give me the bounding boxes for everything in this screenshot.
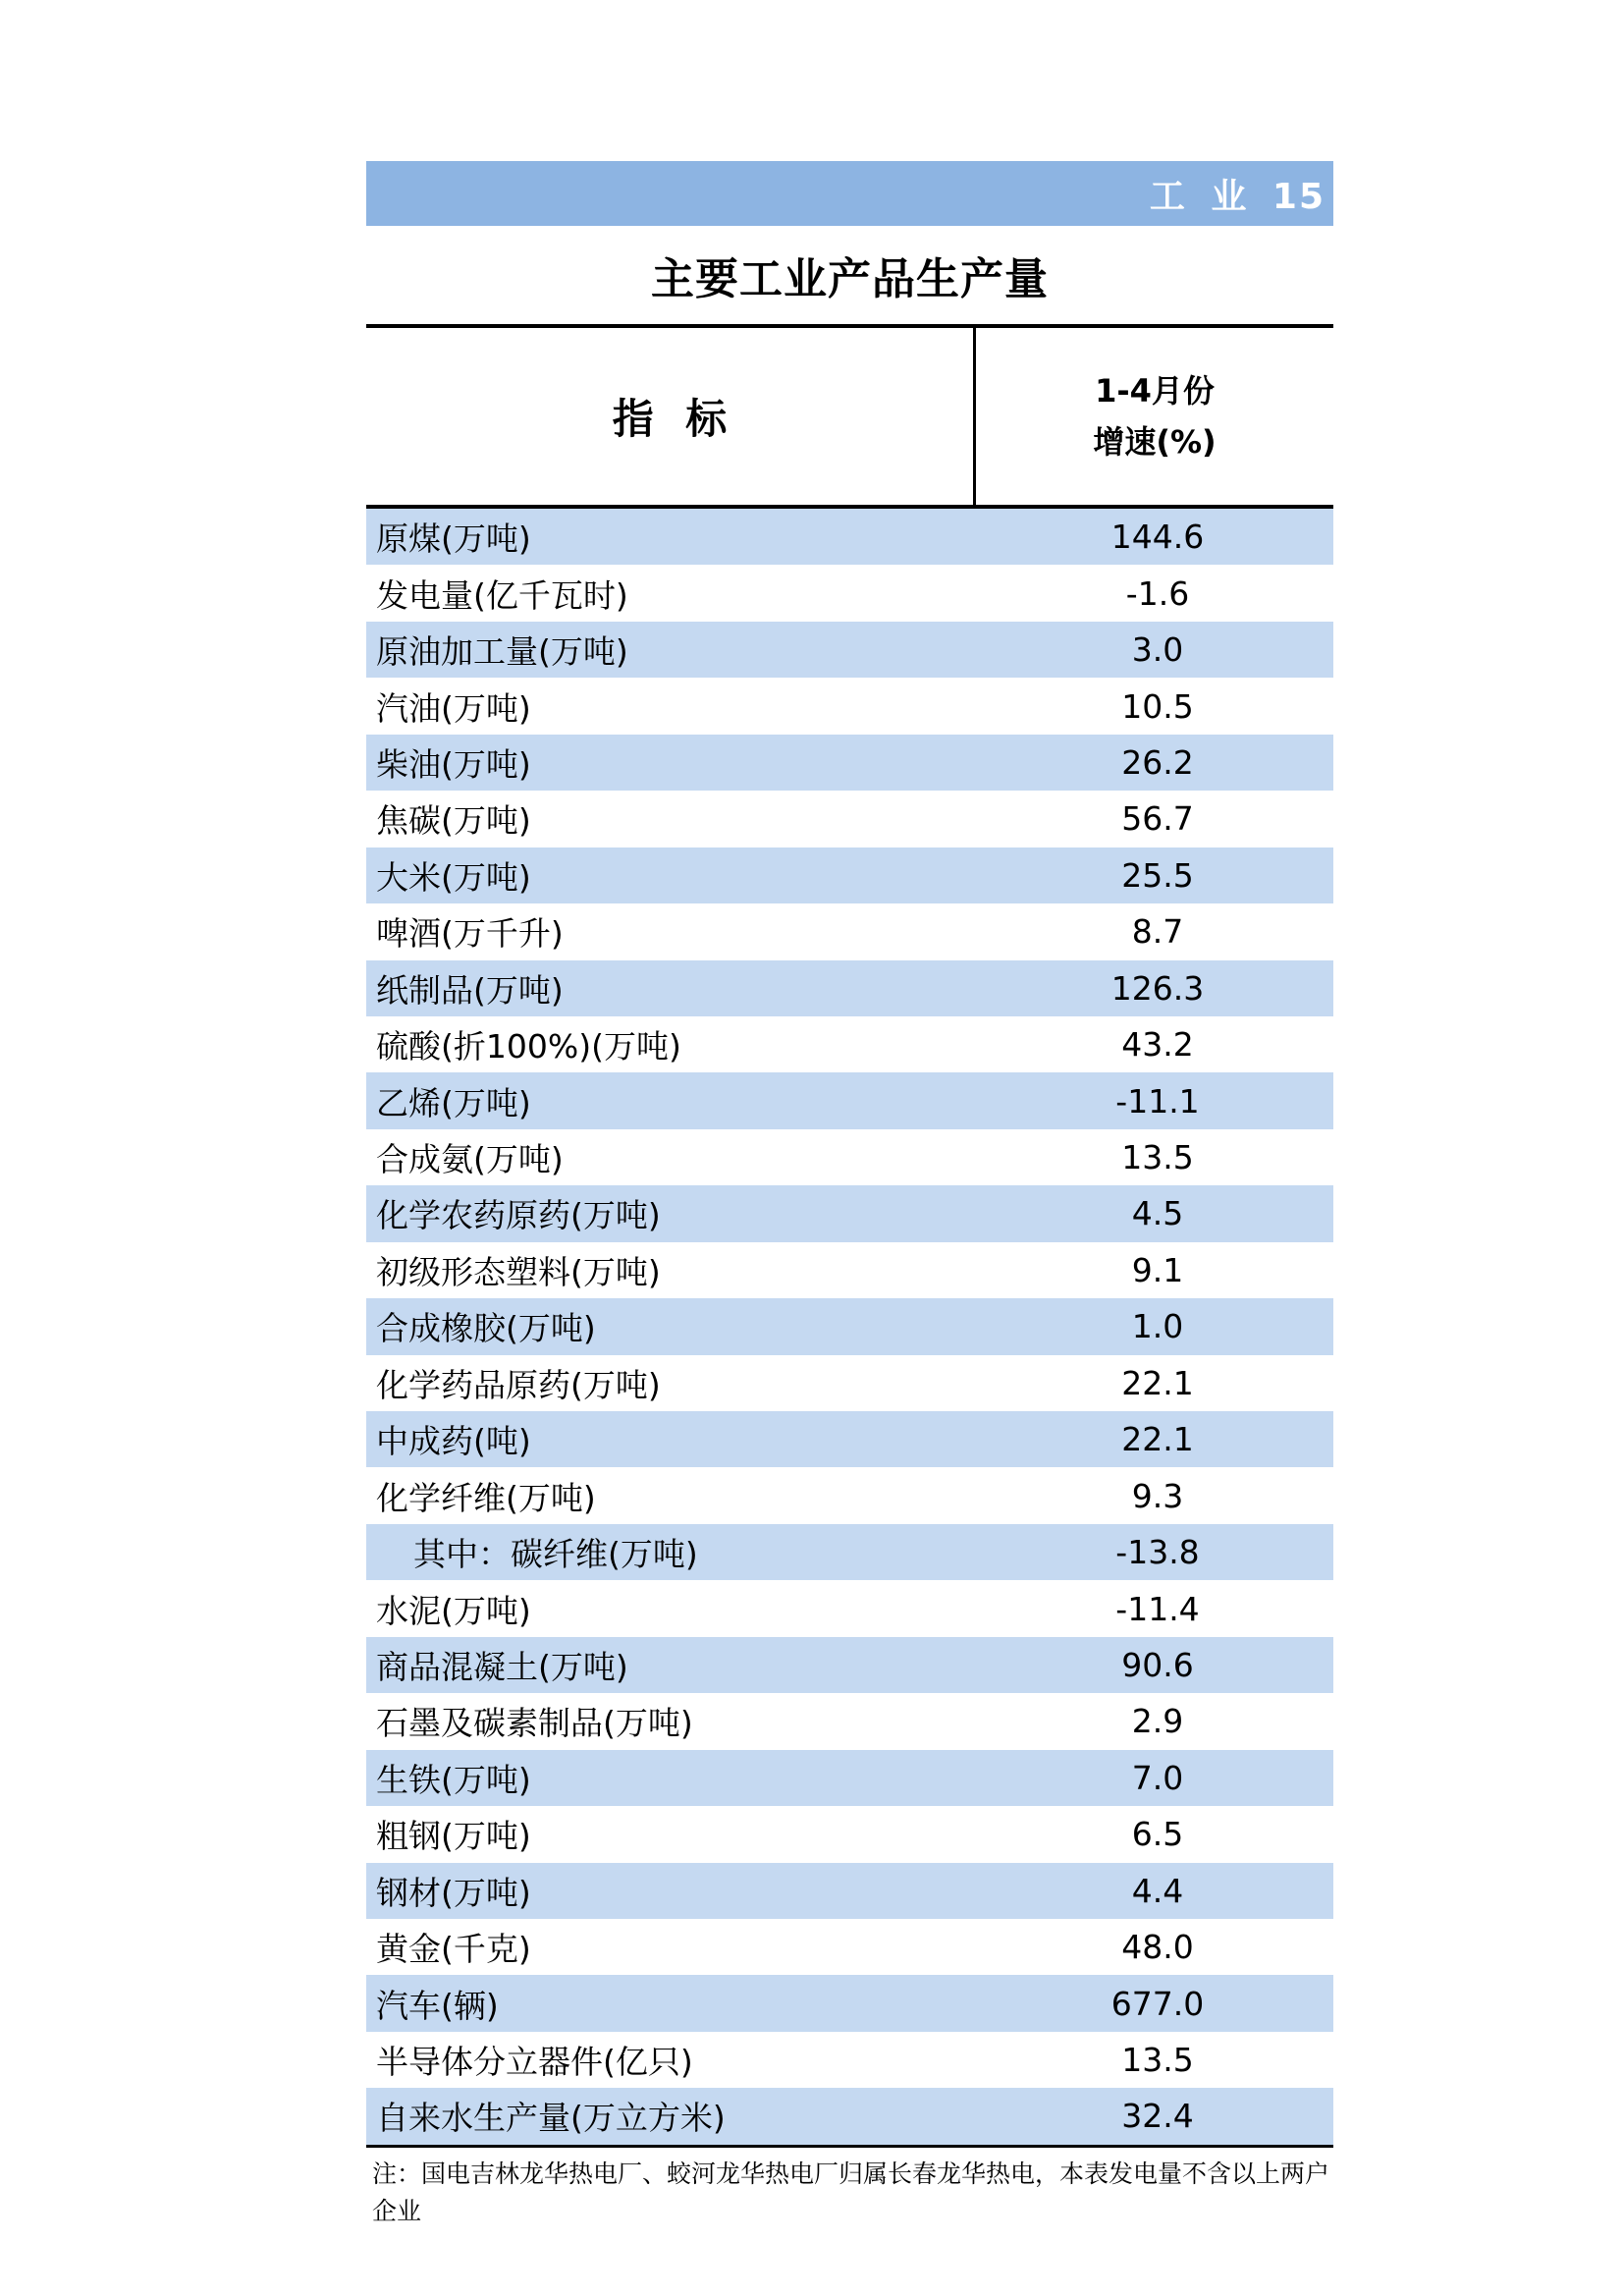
row-indicator-name: 大米(万吨)	[376, 857, 531, 897]
column-header-growth	[976, 328, 1333, 505]
table-row	[366, 2032, 1333, 2088]
row-indicator-name: 合成橡胶(万吨)	[376, 1309, 596, 1348]
row-growth-value: -11.1	[1115, 1081, 1200, 1121]
table-row	[366, 1975, 1333, 2031]
table-row	[366, 1016, 1333, 1072]
row-growth-value: 677.0	[1110, 1984, 1205, 2023]
row-growth-value: 43.2	[1121, 1025, 1194, 1065]
row-indicator-name: 粗钢(万吨)	[376, 1817, 531, 1856]
row-indicator-name: 初级形态塑料(万吨)	[376, 1252, 661, 1291]
row-growth-value: 7.0	[1131, 1758, 1184, 1797]
row-indicator-name: 石墨及碳素制品(万吨)	[376, 1704, 693, 1743]
row-indicator-name: 纸制品(万吨)	[376, 970, 564, 1010]
row-growth-value: 144.6	[1110, 518, 1205, 557]
row-indicator-name: 化学纤维(万吨)	[376, 1478, 596, 1517]
row-indicator-name: 焦碳(万吨)	[376, 801, 531, 841]
table-row	[366, 960, 1333, 1016]
row-growth-value: 26.2	[1121, 742, 1194, 782]
row-growth-value: 22.1	[1121, 1363, 1194, 1402]
table-row	[366, 791, 1333, 847]
table-row	[366, 1185, 1333, 1241]
table-row	[366, 622, 1333, 678]
table-row	[366, 1637, 1333, 1693]
row-indicator-name: 汽油(万吨)	[376, 688, 531, 728]
table-row	[366, 565, 1333, 621]
section-header-band	[366, 161, 1333, 226]
table-row	[366, 1072, 1333, 1128]
row-growth-value: 4.4	[1131, 1871, 1184, 1910]
row-growth-value: 32.4	[1121, 2097, 1194, 2136]
table-row	[366, 509, 1333, 565]
table-row	[366, 1863, 1333, 1919]
row-growth-value: -11.4	[1115, 1589, 1200, 1628]
row-indicator-name: 化学药品原药(万吨)	[376, 1365, 661, 1404]
row-indicator-name: 原煤(万吨)	[376, 519, 531, 559]
row-growth-value: 8.7	[1131, 912, 1184, 952]
row-growth-value: 10.5	[1121, 686, 1194, 726]
table-row	[366, 847, 1333, 903]
row-indicator-name: 乙烯(万吨)	[376, 1083, 531, 1122]
row-growth-value: 126.3	[1110, 968, 1205, 1008]
table-row	[366, 1919, 1333, 1975]
table-row	[366, 678, 1333, 734]
row-indicator-name: 化学农药原药(万吨)	[376, 1196, 661, 1235]
table-row	[366, 1524, 1333, 1580]
row-indicator-name: 合成氨(万吨)	[376, 1140, 564, 1179]
row-growth-value: 90.6	[1121, 1645, 1194, 1684]
table-row	[366, 903, 1333, 959]
row-growth-value: -1.6	[1125, 574, 1190, 613]
row-indicator-name: 钢材(万吨)	[376, 1873, 531, 1912]
row-growth-value: 1.0	[1131, 1307, 1184, 1346]
column-header-growth-period: 1-4月份	[1095, 372, 1215, 410]
row-growth-value: -13.8	[1115, 1533, 1200, 1572]
row-indicator-name: 自来水生产量(万立方米)	[376, 2099, 726, 2138]
row-growth-value: 13.5	[1121, 2041, 1194, 2080]
page-title: 主要工业产品生产量	[651, 254, 1049, 304]
table-row	[366, 1467, 1333, 1523]
table-bottom-rule	[366, 2145, 1333, 2148]
statistics-page	[366, 161, 1333, 2230]
row-indicator-name: 硫酸(折100%)(万吨)	[376, 1027, 681, 1066]
table-row	[366, 1411, 1333, 1467]
row-indicator-name: 商品混凝土(万吨)	[376, 1647, 628, 1686]
row-indicator-name: 发电量(亿千瓦时)	[376, 575, 628, 615]
row-indicator-name: 柴油(万吨)	[376, 744, 531, 784]
table-row	[366, 1580, 1333, 1636]
row-growth-value: 56.7	[1121, 799, 1194, 839]
table-row	[366, 1355, 1333, 1411]
row-growth-value: 22.1	[1121, 1420, 1194, 1459]
row-indicator-name: 原油加工量(万吨)	[376, 632, 628, 672]
table-row	[366, 1129, 1333, 1185]
row-indicator-name: 半导体分立器件(亿只)	[376, 2043, 693, 2082]
row-indicator-name: 黄金(千克)	[376, 1930, 531, 1969]
row-indicator-name: 汽车(辆)	[376, 1986, 499, 2025]
footnote: 注：国电吉林龙华热电厂、蛟河龙华热电厂归属长春龙华热电，本表发电量不含以上两户企业	[372, 2159, 1330, 2225]
row-growth-value: 6.5	[1131, 1815, 1184, 1854]
row-indicator-name: 啤酒(万千升)	[376, 914, 564, 954]
row-growth-value: 25.5	[1121, 855, 1194, 895]
row-growth-value: 2.9	[1131, 1702, 1184, 1741]
table-row	[366, 1693, 1333, 1749]
product-table-body	[366, 509, 1333, 2145]
row-growth-value: 48.0	[1121, 1928, 1194, 1967]
row-indicator-name: 生铁(万吨)	[376, 1760, 531, 1799]
row-growth-value: 4.5	[1131, 1194, 1184, 1233]
row-indicator-name: 水泥(万吨)	[376, 1591, 531, 1630]
table-row	[366, 1750, 1333, 1806]
row-growth-value: 3.0	[1131, 630, 1184, 670]
column-header-growth-unit: 增速(%)	[1093, 423, 1217, 461]
table-row	[366, 735, 1333, 791]
row-growth-value: 13.5	[1121, 1138, 1194, 1177]
table-row	[366, 1242, 1333, 1298]
table-row	[366, 1298, 1333, 1354]
row-growth-value: 9.3	[1131, 1476, 1184, 1515]
row-indicator-name: 其中：碳纤维(万吨)	[413, 1535, 698, 1574]
table-header	[366, 324, 1333, 509]
column-header-indicator: 指 标	[366, 328, 976, 505]
table-row	[366, 2088, 1333, 2144]
table-row	[366, 1806, 1333, 1862]
row-growth-value: 9.1	[1131, 1250, 1184, 1289]
row-indicator-name: 中成药(吨)	[376, 1422, 531, 1461]
section-label: 工 业 15	[1149, 176, 1325, 217]
